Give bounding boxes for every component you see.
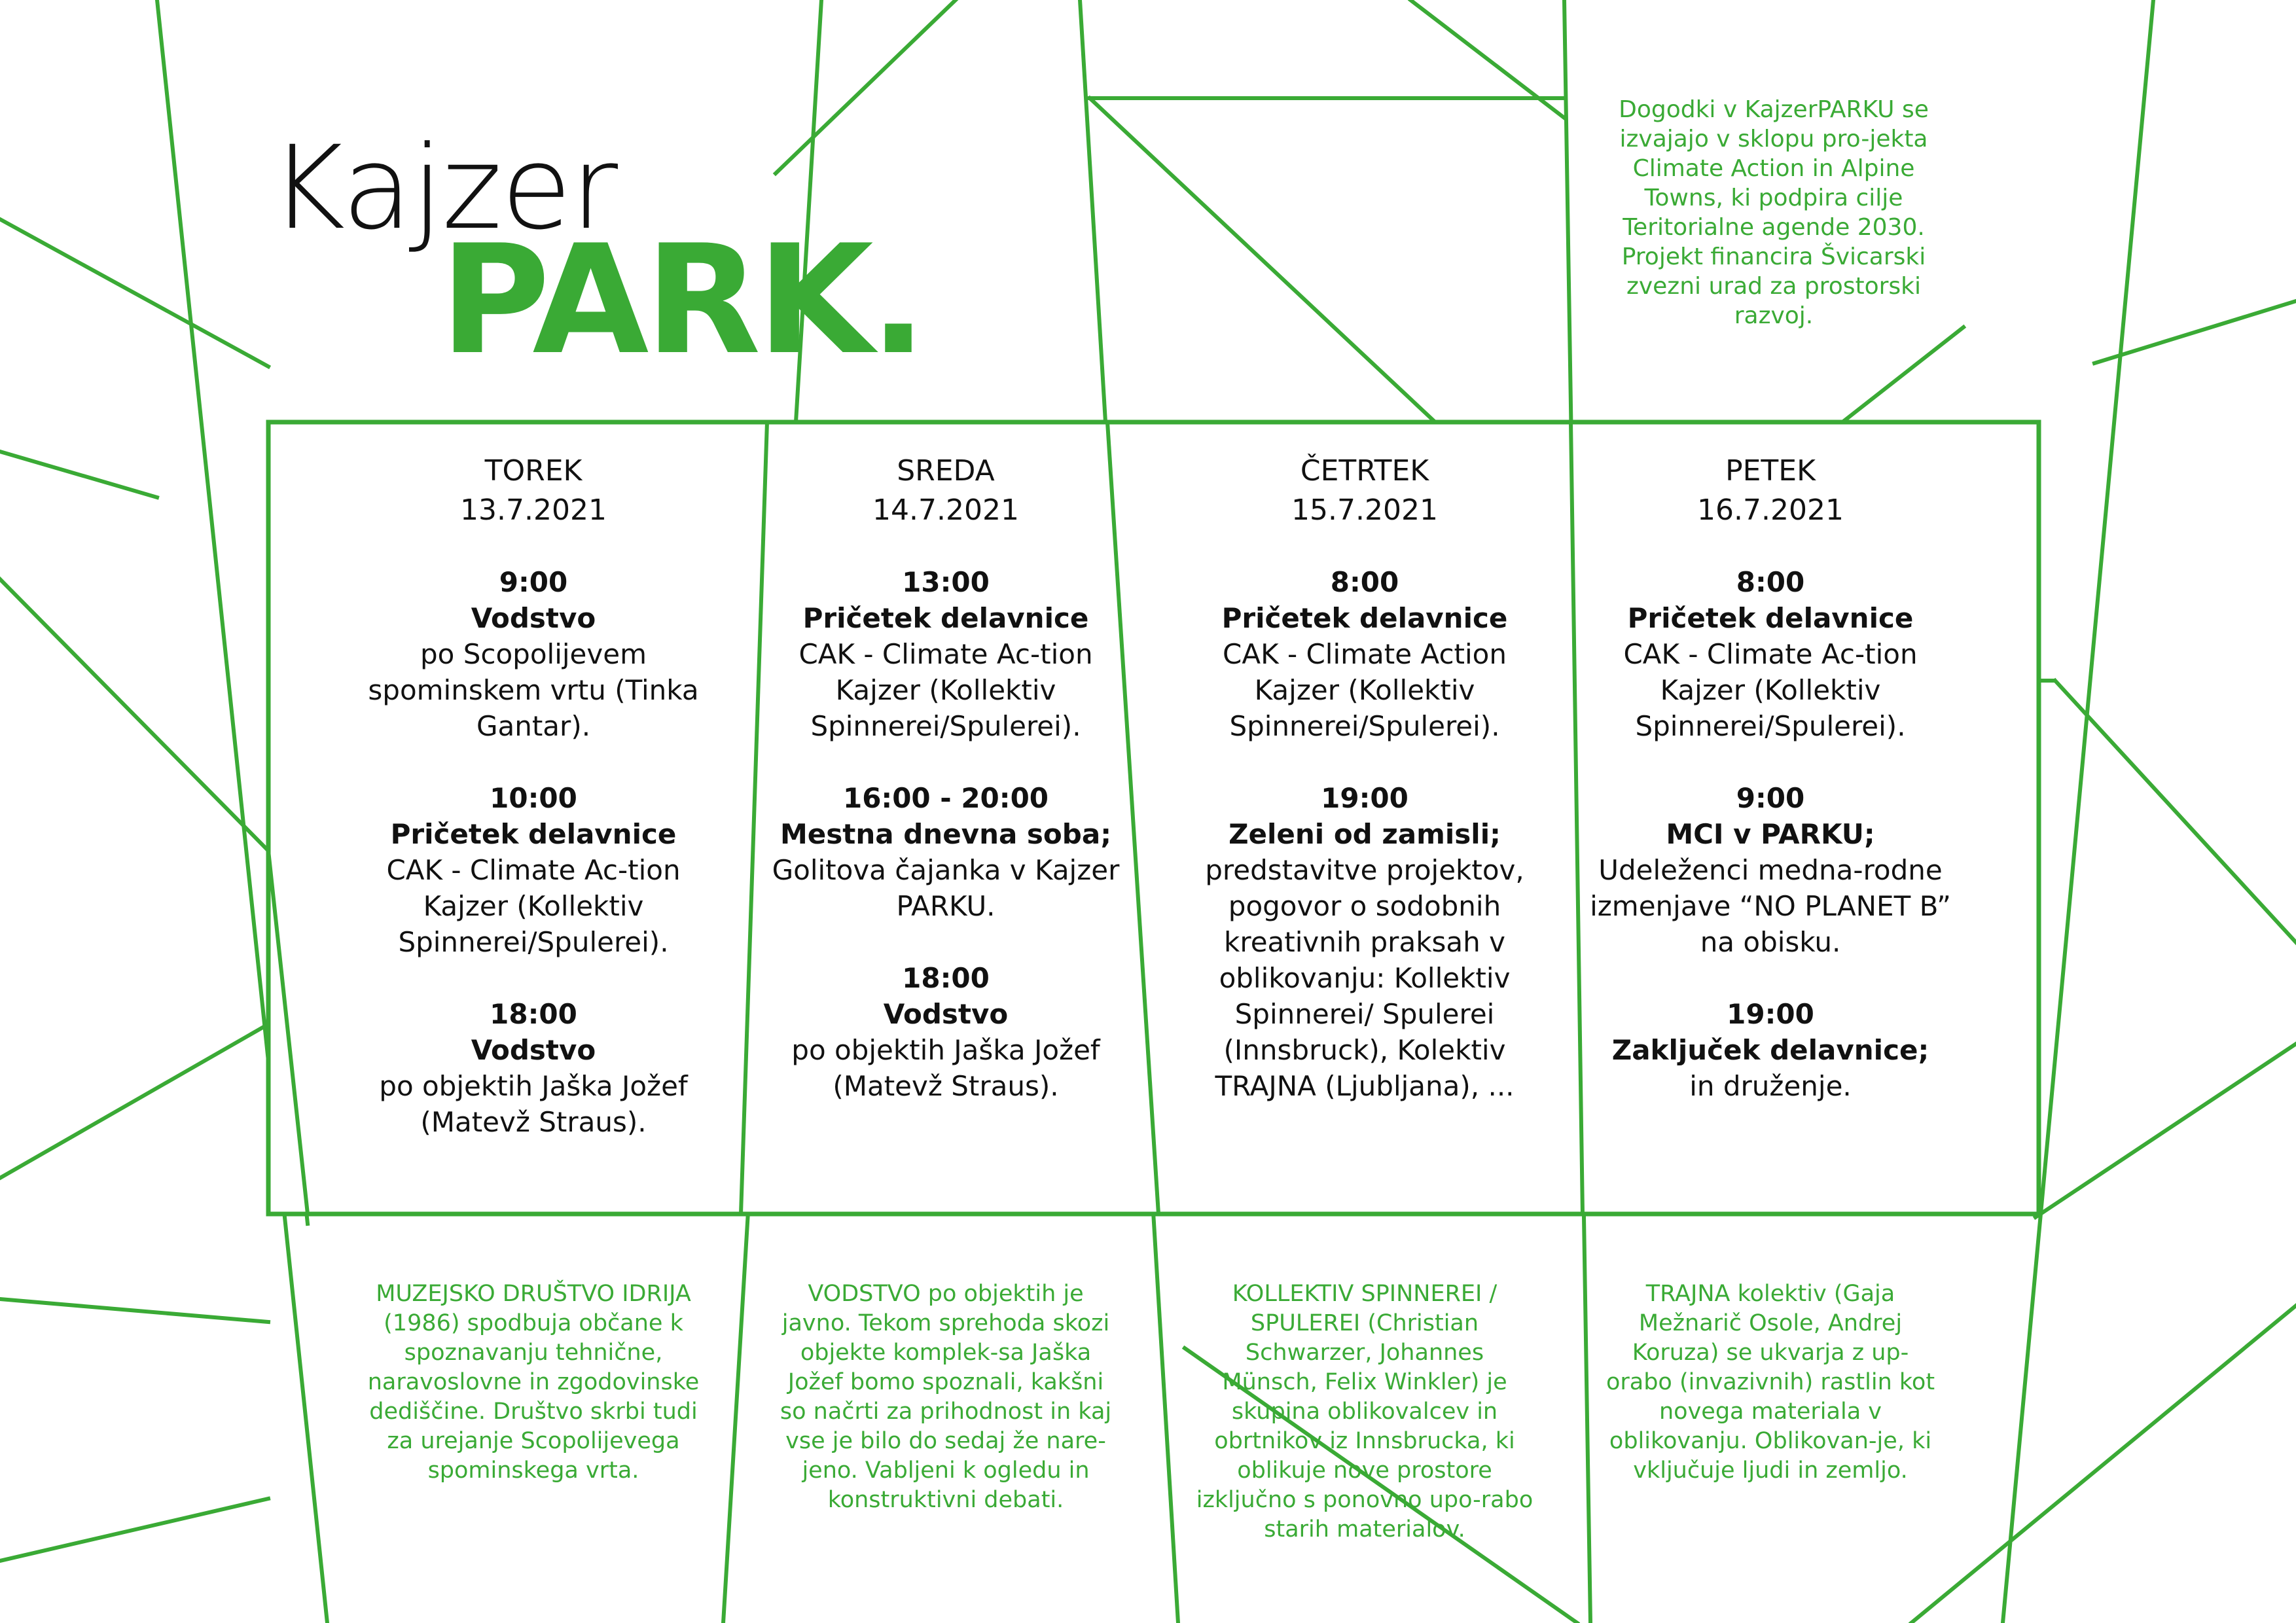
event-desc: Udeleženci medna-rodne izmenjave “NO PLANET B” na obisku. [1590,854,1951,958]
event-name: Vodstvo [471,602,596,634]
footnote-muzejsko-drustvo: MUZEJSKO DRUŠTVO IDRIJA (1986) spodbuja občane k spoznavanju tehnične, naravoslovne in zgodovinske dediščine. Društvo skrbi tudi za urejanje Scopolijevega spominskega vrta. [367,1281,700,1484]
event [1587,780,1954,960]
event-time: 19:00 [1321,782,1408,814]
event [350,996,717,1140]
event [1587,996,1954,1104]
event-name: Pričetek delavnice [1627,602,1914,634]
day-name: PETEK [1725,454,1816,488]
event-time: 8:00 [1736,566,1805,598]
day-name: ČETRTEK [1300,454,1429,488]
day-header [350,452,717,530]
event-name: Zeleni od zamisli; [1229,818,1501,850]
event-time: 10:00 [490,782,577,814]
event [1181,564,1548,744]
event [762,564,1129,744]
event [762,780,1129,924]
event [762,960,1129,1104]
event-time: 9:00 [1736,782,1805,814]
title-park: PARK. [440,213,924,388]
event-name: Pričetek delavnice [390,818,677,850]
footnote-kollektiv-spinnerei: KOLLEKTIV SPINNEREI / SPULEREI (Christian Schwarzer, Johannes Münsch, Felix Winkler) je skupina oblikovalcev in obrtnikov iz Innsbrucka, ki oblikuje nove prostore izključno s ponovno upo-rabo starih materialov. [1196,1281,1534,1543]
event-time: 18:00 [490,998,577,1030]
event-desc: po Scopolijevem spominskem vrtu (Tinka Gantar). [368,638,699,742]
event-time: 9:00 [499,566,568,598]
day-column-cetrtek [1181,452,1548,1140]
day-name: SREDA [897,454,995,488]
event-name: Pričetek delavnice [1221,602,1508,634]
day-date: 15.7.2021 [1291,493,1438,527]
title-kajzer: Kajzer [270,121,617,255]
event-time: 18:00 [902,962,990,994]
event-time: 16:00 - 20:00 [842,782,1049,814]
event [1181,780,1548,1104]
event-desc: in druženje. [1689,1070,1852,1102]
footnote-vodstvo: VODSTVO po objektih je javno. Tekom sprehoda skozi objekte komplek-sa Jaška Jožef bomo spoznali, kakšni so načrti za prihodnost in kaj vse je bilo do sedaj že nare-jeno. Vabljeni k ogledu in konstruktivni debati. [780,1281,1112,1513]
footnote-trajna: TRAJNA kolektiv (Gaja Mežnarič Osole, Andrej Koruza) se ukvarja z up-orabo (invazivnih) rastlin kot novega materiala v oblikovanju. Oblikovan-je, ki vključuje ljudi in zemljo. [1605,1281,1935,1484]
day-date: 13.7.2021 [460,493,607,527]
event-name: Vodstvo [883,998,1009,1030]
event-desc: predstavitve projektov, pogovor o sodobnih kreativnih praksah v oblikovanju: Kollektiv Spinnerei/ Spulerei (Innsbruck), Kolektiv TRAJNA (Ljubljana), ... [1205,854,1524,1102]
event-name: Vodstvo [471,1034,596,1066]
event-time: 19:00 [1727,998,1814,1030]
event-name: MCI v PARKU; [1666,818,1875,850]
event-name: Pričetek delavnice [802,602,1089,634]
event [350,780,717,960]
project-info: Dogodki v KajzerPARKU se izvajajo v sklopu pro-jekta Climate Action in Alpine Towns, ki podpira cilje Teritorialne agende 2030. Projekt financira Švicarski zvezni urad za prostorski razvoj. [1619,96,1929,329]
event [1587,564,1954,744]
day-header [1587,452,1954,530]
event [350,564,717,744]
event-time: 13:00 [902,566,990,598]
day-date: 14.7.2021 [872,493,1019,527]
day-date: 16.7.2021 [1697,493,1844,527]
event-name: Zaključek delavnice; [1611,1034,1929,1066]
event-desc: po objektih Jaška Jožef (Matevž Straus). [379,1070,688,1138]
day-column-torek [350,452,717,1176]
event-desc: Golitova čajanka v Kajzer PARKU. [772,854,1120,922]
day-column-petek [1587,452,1954,1140]
event-time: 8:00 [1330,566,1399,598]
event-name: Mestna dnevna soba; [780,818,1111,850]
event-desc: po objektih Jaška Jožef (Matevž Straus). [791,1034,1100,1102]
day-header [762,452,1129,530]
day-name: TOREK [484,454,583,488]
event-desc: CAK - Climate Ac-tion Kajzer (Kollektiv Spinnerei/Spulerei). [1623,638,1918,742]
day-column-sreda [762,452,1129,1140]
event-desc: CAK - Climate Action Kajzer (Kollektiv Spinnerei/Spulerei). [1223,638,1507,742]
event-desc: CAK - Climate Ac-tion Kajzer (Kollektiv Spinnerei/Spulerei). [798,638,1093,742]
day-header [1181,452,1548,530]
event-desc: CAK - Climate Ac-tion Kajzer (Kollektiv Spinnerei/Spulerei). [386,854,681,958]
